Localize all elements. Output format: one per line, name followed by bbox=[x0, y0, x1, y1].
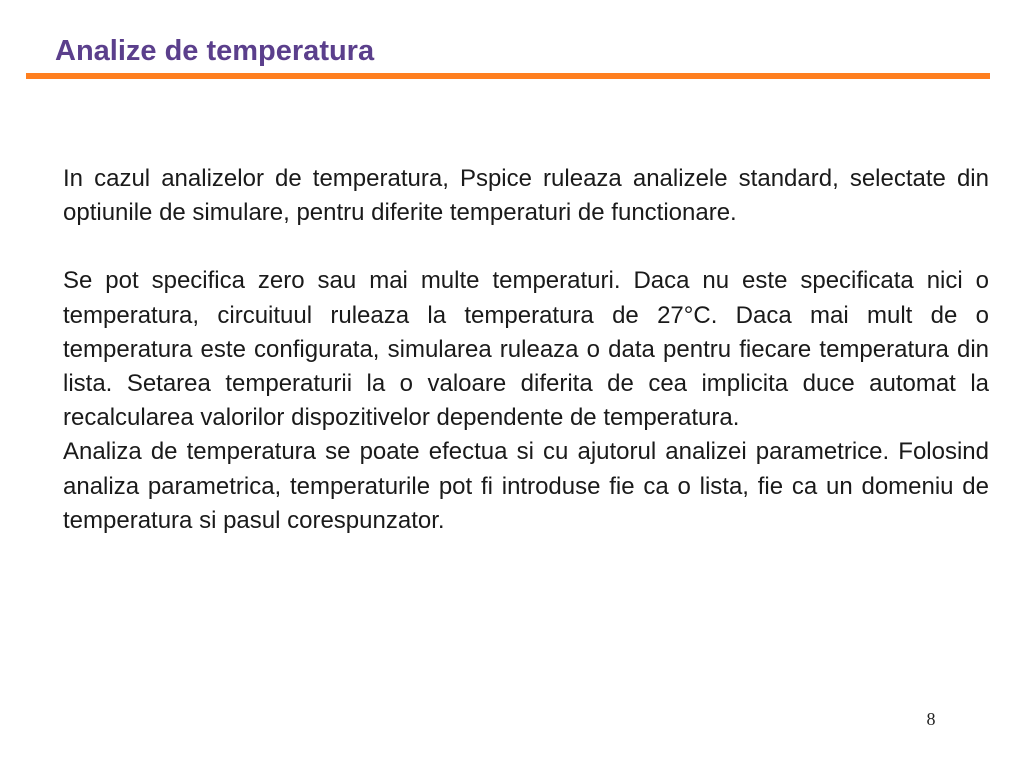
paragraph-parametric: Analiza de temperatura se poate efectua si cu ajutorul analizei parametrice. Folosind analiza parametrica, temperaturile pot fi introduse fie ca o lista, fie ca un domeniu de temperatura si pasul corespunzator. bbox=[63, 438, 989, 534]
slide-body bbox=[63, 162, 989, 538]
title-underline bbox=[26, 73, 990, 79]
paragraph-temperatures: Se pot specifica zero sau mai multe temperaturi. Daca nu este specificata nici o temperatura, circuituul ruleaza la temperatura de 27°C. Daca mai mult de o temperatura este configurata, simularea ruleaza o data pentru fiecare temperatura din lista. Setarea temperaturii la o valoare diferita de cea implicita duce automat la recalcularea valorilor dispozitivelor dependente de temperatura. bbox=[63, 267, 989, 432]
slide-title: Analize de temperatura bbox=[55, 35, 375, 67]
slide-number: 8 bbox=[926, 709, 936, 729]
paragraph-intro: In cazul analizelor de temperatura, Pspice ruleaza analizele standard, selectate din optiunile de simulare, pentru diferite temperaturi de functionare. bbox=[63, 165, 989, 227]
